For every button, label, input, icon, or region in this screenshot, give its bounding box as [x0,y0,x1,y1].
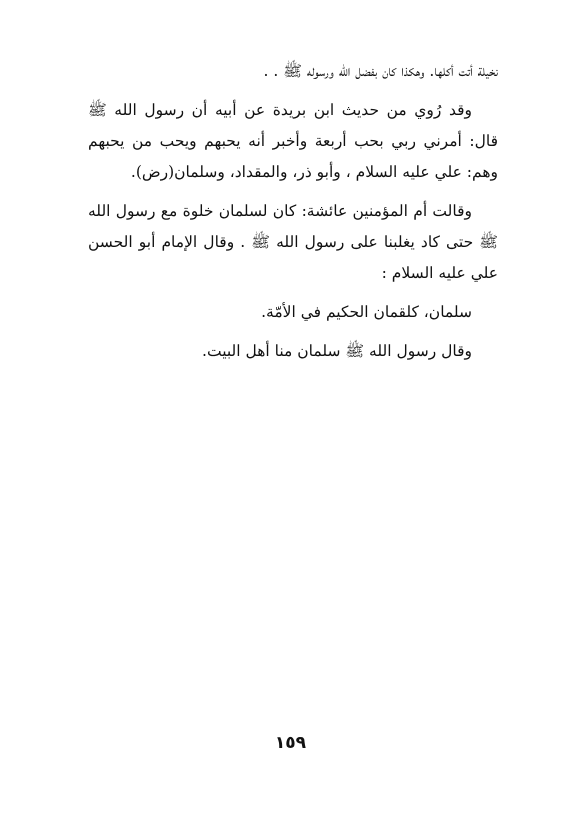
paragraph-4: وقال رسول الله ﷺ سلمان منا أهل البيت. [202,342,472,360]
paragraph-3: وقالت أم المؤمنين عائشة: كان لسلمان خلوة مع رسول الله ﷺ حتى كاد يغلبنا على رسول الله ﷺ . وقال الإمام أبو الحسن علي عليه السلام : [88,202,498,282]
paragraph-quote: سلمان، كلقمان الحكيم في الأمّة. [261,303,472,321]
paragraph-2: وقد رُوي من حديث ابن بريدة عن أبيه أن رسول الله ﷺ قال: أمرني ربي بحب أربعة وأخبر أنه يحبهم ويحب من يحبهم وهم: علي عليه السلام ، وأبو ذر، والمقداد، وسلمان(رض). [88,101,498,181]
page-body-text [88,56,498,367]
page-number: ١٥٩ [274,733,307,753]
paragraph-1: نخيلة أتت أكلها. وهكذا كان بفضل الله ورسوله ﷺ . . [263,62,498,80]
